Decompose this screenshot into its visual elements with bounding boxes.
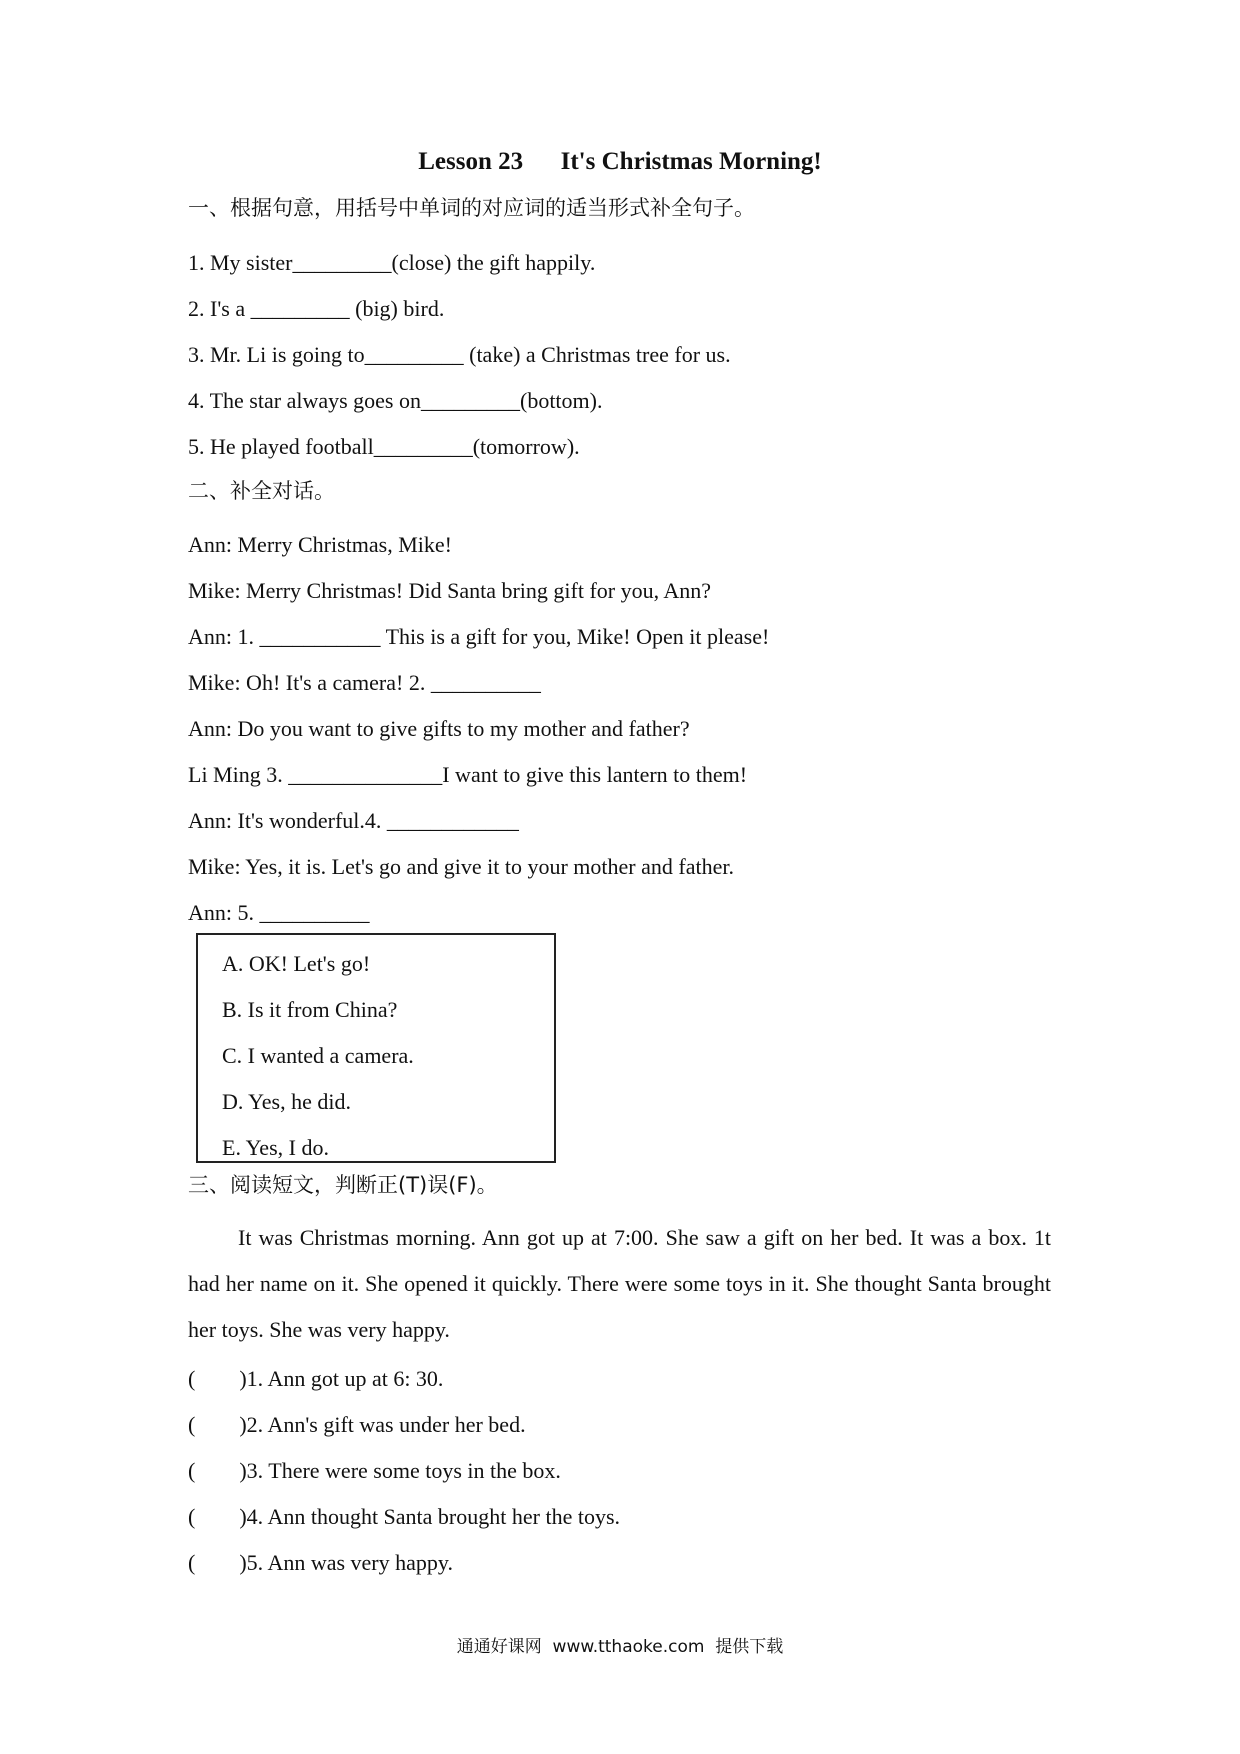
- dialogue-line-2: Mike: Merry Christmas! Did Santa bring gift for you, Ann?: [188, 578, 712, 603]
- true-false-item-4: ( )4. Ann thought Santa brought her the toys.: [188, 1504, 621, 1529]
- section3-heading: 三、阅读短文，判断正(T)误(F)。: [188, 1173, 498, 1197]
- fill-blank-item-5: 5. He played football_________(tomorrow).: [188, 434, 580, 459]
- true-false-item-5: ( )5. Ann was very happy.: [188, 1550, 453, 1575]
- dialogue-line-8: Mike: Yes, it is. Let's go and give it to your mother and father.: [188, 854, 734, 879]
- page-title: Lesson 23 It's Christmas Morning!: [418, 148, 822, 175]
- dialogue-line-3: Ann: 1. ___________ This is a gift for you, Mike! Open it please!: [188, 624, 770, 649]
- dialogue-line-1: Ann: Merry Christmas, Mike!: [188, 532, 452, 557]
- option-b: B. Is it from China?: [222, 997, 398, 1022]
- dialogue-line-4: Mike: Oh! It's a camera! 2. __________: [188, 670, 541, 695]
- dialogue-line-7: Ann: It's wonderful.4. ____________: [188, 808, 519, 833]
- section2-heading: 二、补全对话。: [188, 479, 335, 503]
- option-c: C. I wanted a camera.: [222, 1043, 414, 1068]
- option-d: D. Yes, he did.: [222, 1089, 351, 1114]
- option-e: E. Yes, I do.: [222, 1135, 329, 1160]
- answer-options-box: [196, 933, 556, 1163]
- fill-blank-item-3: 3. Mr. Li is going to_________ (take) a Christmas tree for us.: [188, 342, 731, 367]
- dialogue-line-6: Li Ming 3. ______________I want to give this lantern to them!: [188, 762, 748, 787]
- option-a: A. OK! Let's go!: [222, 951, 371, 976]
- true-false-item-2: ( )2. Ann's gift was under her bed.: [188, 1412, 526, 1437]
- section1-heading: 一、根据句意，用括号中单词的对应词的适当形式补全句子。: [188, 196, 755, 220]
- footer-credit: 通通好课网 www.tthaoke.com 提供下载: [456, 1637, 784, 1657]
- true-false-item-1: ( )1. Ann got up at 6: 30.: [188, 1366, 444, 1391]
- fill-blank-item-4: 4. The star always goes on_________(bottom).: [188, 388, 603, 413]
- fill-blank-item-2: 2. I's a _________ (big) bird.: [188, 296, 445, 321]
- dialogue-line-9: Ann: 5. __________: [188, 900, 370, 925]
- true-false-item-3: ( )3. There were some toys in the box.: [188, 1458, 561, 1483]
- fill-blank-item-1: 1. My sister_________(close) the gift happily.: [188, 250, 596, 275]
- reading-passage: It was Christmas morning. Ann got up at 7:00. She saw a gift on her bed. It was a box. 1t had her name on it. She opened it quickly. There were some toys in it. She thought Santa brought her toys. She was very happy.: [188, 1225, 1051, 1342]
- dialogue-line-5: Ann: Do you want to give gifts to my mother and father?: [188, 716, 690, 741]
